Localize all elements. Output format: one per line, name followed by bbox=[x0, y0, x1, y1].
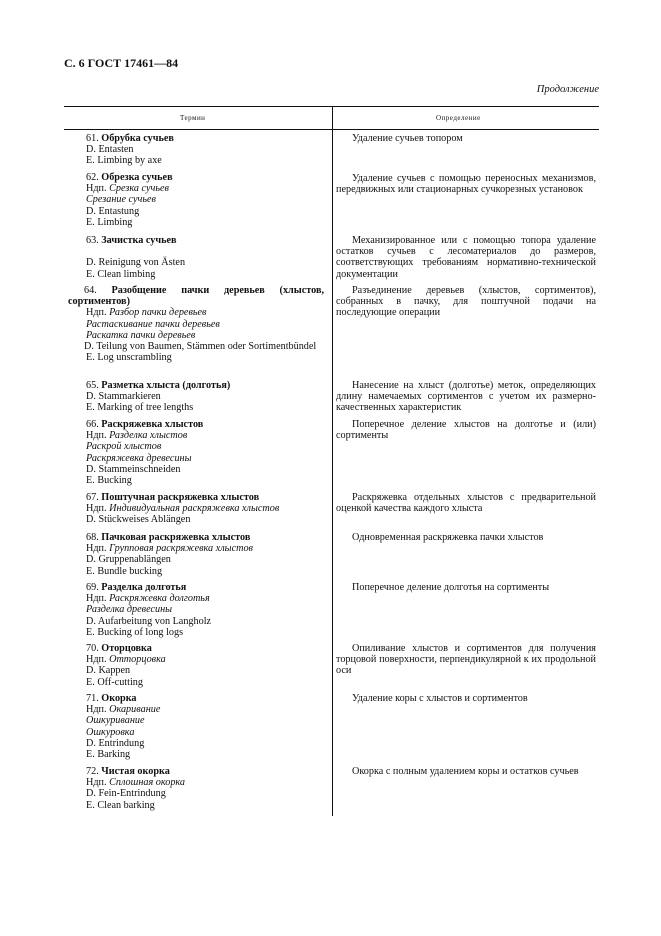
term-name: Обрезка сучьев bbox=[101, 172, 173, 183]
term-entry-69 bbox=[68, 582, 324, 638]
term-entry-61 bbox=[68, 133, 324, 167]
term-en: E. Marking of tree lengths bbox=[86, 402, 194, 414]
ndp-term: Раскатка пачки деревьев bbox=[86, 329, 196, 341]
definition-63: Механизированное или с помощью топора удаление остатков сучьев с лесоматериалов до размеров, соответствующих требованиям нормативно-технической документации bbox=[336, 235, 596, 280]
term-en: E. Log unscrambling bbox=[86, 352, 172, 364]
ndp-term: Ошкуровка bbox=[86, 726, 135, 738]
term-de: D. Stückweises Ablängen bbox=[86, 514, 191, 526]
term-name: Оторцовка bbox=[101, 643, 152, 654]
ndp-term: Отторцовка bbox=[109, 654, 166, 666]
term-number: 70. bbox=[86, 643, 99, 654]
term-en: E. Bucking bbox=[86, 475, 132, 487]
definition-69: Поперечное деление долготья на сортименты bbox=[352, 582, 550, 593]
term-entry-72 bbox=[68, 766, 324, 811]
term-entry-64 bbox=[68, 285, 324, 363]
ndp-term: Раскряжевка древесины bbox=[86, 452, 192, 464]
ndp-term: Разбор пачки деревьев bbox=[109, 307, 207, 319]
ndp-label: Ндп. bbox=[86, 430, 107, 442]
term-number: 71. bbox=[86, 693, 99, 704]
column-header-definition: Определение bbox=[436, 114, 481, 122]
term-de: D. Entrindung bbox=[86, 737, 145, 749]
term-de: D. Stammeinschneiden bbox=[86, 463, 181, 475]
term-number: 62. bbox=[86, 172, 99, 183]
definition-70: Опиливание хлыстов и сортиментов для получения торцовой поверхности, перпендикулярной к их продольной оси bbox=[336, 643, 596, 677]
ndp-term: Групповая раскряжевка хлыстов bbox=[109, 543, 253, 555]
ndp-label: Ндп. bbox=[86, 503, 107, 515]
term-en: E. Off-cutting bbox=[86, 676, 143, 688]
term-name: Раскряжевка хлыстов bbox=[101, 419, 204, 430]
term-name: Зачистка сучьев bbox=[101, 235, 177, 246]
term-entry-71 bbox=[68, 693, 324, 760]
ndp-label: Ндп. bbox=[86, 777, 107, 789]
term-number: 65. bbox=[86, 380, 99, 391]
term-de: D. Gruppenablängen bbox=[86, 554, 171, 566]
ndp-label: Ндп. bbox=[86, 543, 107, 555]
page-header: С. 6 ГОСТ 17461—84 bbox=[64, 56, 179, 70]
term-en: E. Clean barking bbox=[86, 799, 155, 811]
term-name: Окорка bbox=[101, 693, 137, 704]
ndp-label: Ндп. bbox=[86, 654, 107, 666]
term-name: Поштучная раскряжевка хлыстов bbox=[101, 492, 260, 503]
ndp-term: Раскряжевка долготья bbox=[109, 593, 210, 605]
ndp-label: Ндп. bbox=[86, 593, 107, 605]
ndp-term: Растаскивание пачки деревьев bbox=[86, 318, 220, 330]
term-entry-68 bbox=[68, 532, 324, 577]
term-name: Пачковая раскряжевка хлыстов bbox=[101, 532, 251, 543]
term-entry-62 bbox=[68, 172, 324, 228]
ndp-term: Раскрой хлыстов bbox=[86, 441, 162, 453]
term-de: D. Aufarbeitung von Langholz bbox=[86, 615, 212, 627]
term-entry-70 bbox=[68, 643, 324, 688]
ndp-label: Ндп. bbox=[86, 704, 107, 716]
definition-71: Удаление коры с хлыстов и сортиментов bbox=[352, 693, 528, 704]
term-name: Чистая окорка bbox=[101, 766, 170, 777]
definition-64: Разъединение деревьев (хлыстов, сортиментов), собранных в пачку, для поштучной подачи на последующие операции bbox=[336, 285, 596, 319]
column-divider bbox=[332, 106, 333, 816]
ndp-term: Окаривание bbox=[109, 704, 161, 716]
term-de: D. Entasten bbox=[86, 144, 134, 156]
term-number: 61. bbox=[86, 133, 99, 144]
term-name: Разделка долготья bbox=[101, 582, 187, 593]
continued-label: Продолжение bbox=[536, 84, 599, 95]
term-number: 68. bbox=[86, 532, 99, 543]
definition-67: Раскряжевка отдельных хлыстов с предварительной оценкой качества каждого хлыста bbox=[336, 492, 596, 515]
term-en: E. Bundle bucking bbox=[86, 565, 163, 577]
term-de: D. Kappen bbox=[86, 665, 131, 677]
definition-72: Окорка с полным удалением коры и остатков сучьев bbox=[352, 766, 579, 777]
ndp-term: Разделка хлыстов bbox=[109, 430, 188, 442]
term-name: Обрубка сучьев bbox=[101, 133, 174, 144]
term-name: Разобщение пачки деревьев (хлыстов, сортиментов) bbox=[68, 285, 324, 308]
term-de: D. Teilung von Baumen, Stämmen oder Sortimentbündel bbox=[84, 341, 317, 353]
term-entry-67 bbox=[68, 492, 324, 526]
term-number: 67. bbox=[86, 492, 99, 503]
ndp-term: Разделка древесины bbox=[86, 604, 173, 616]
term-number: 64. bbox=[84, 285, 97, 296]
definition-68: Одновременная раскряжевка пачки хлыстов bbox=[352, 532, 544, 543]
ndp-label: Ндп. bbox=[86, 183, 107, 195]
term-number: 69. bbox=[86, 582, 99, 593]
term-en: E. Limbing by axe bbox=[86, 155, 162, 167]
term-number: 72. bbox=[86, 766, 99, 777]
ndp-term: Срезание сучьев bbox=[86, 194, 156, 206]
definition-66: Поперечное деление хлыстов на долготье и (или) сортименты bbox=[336, 419, 596, 442]
term-de: D. Fein-Entrindung bbox=[86, 788, 166, 800]
ndp-term: Индивидуальная раскряжевка хлыстов bbox=[109, 503, 280, 515]
ndp-term: Срезка сучьев bbox=[109, 183, 169, 195]
term-en: E. Barking bbox=[86, 749, 131, 761]
ndp-label: Ндп. bbox=[86, 307, 107, 319]
term-de: D. Stammarkieren bbox=[86, 391, 161, 403]
definition-65: Нанесение на хлыст (долготье) меток, определяющих длину намечаемых сортиментов с учетом их размерно-качественных характеристик bbox=[336, 380, 596, 414]
term-number: 63. bbox=[86, 235, 99, 246]
term-de: D. Reinigung von Ästen bbox=[86, 257, 186, 269]
term-entry-65 bbox=[68, 380, 324, 414]
term-de: D. Entastung bbox=[86, 205, 140, 217]
term-entry-66 bbox=[68, 419, 324, 486]
definition-62: Удаление сучьев с помощью переносных механизмов, передвижных или стационарных сучкорезных установок bbox=[336, 173, 596, 196]
term-entry-63 bbox=[68, 235, 324, 280]
definition-61: Удаление сучьев топором bbox=[352, 133, 463, 144]
term-en: E. Bucking of long logs bbox=[86, 626, 184, 638]
ndp-term: Сплошная окорка bbox=[109, 777, 186, 789]
term-en: E. Limbing bbox=[86, 216, 133, 228]
term-number: 66. bbox=[86, 419, 99, 430]
column-header-term: Термин bbox=[180, 114, 206, 122]
term-en: E. Clean limbing bbox=[86, 268, 156, 280]
term-name: Разметка хлыста (долготья) bbox=[101, 380, 231, 391]
ndp-term: Ошкуривание bbox=[86, 715, 145, 727]
